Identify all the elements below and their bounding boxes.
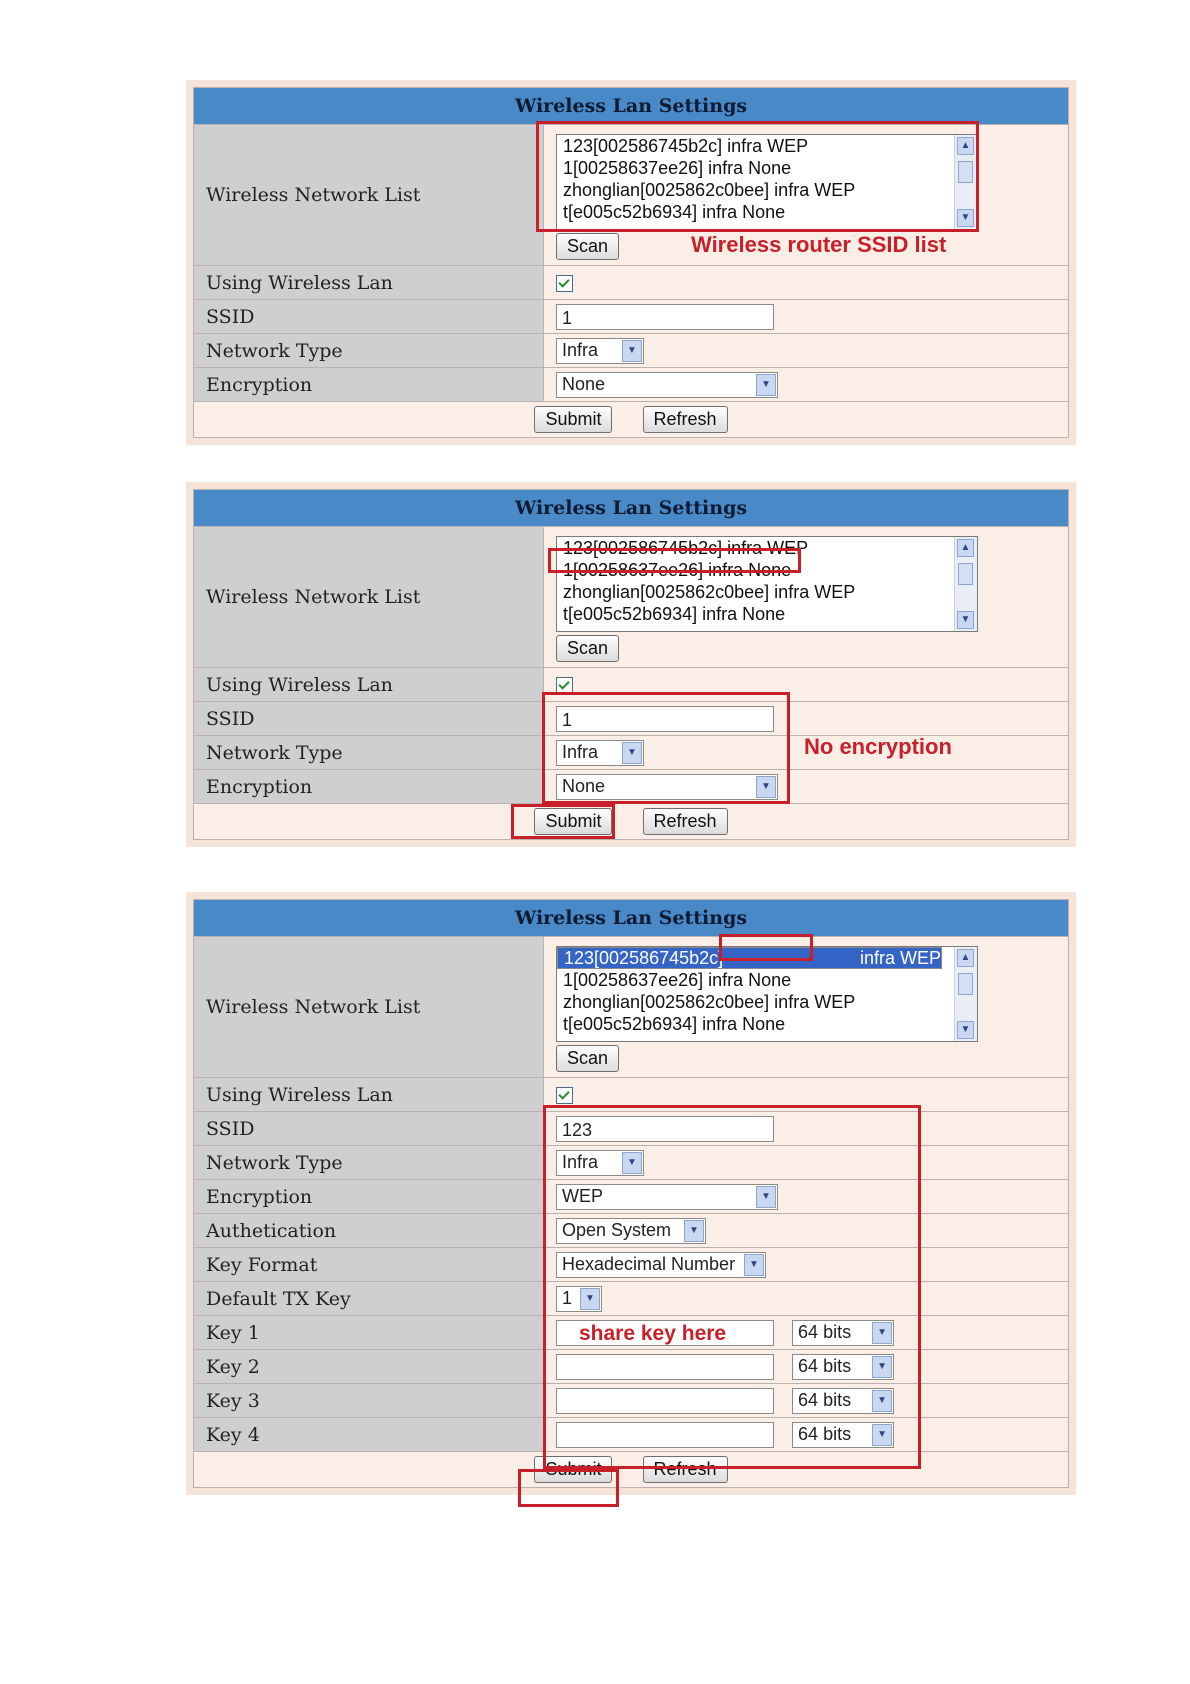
key-1-bits-select[interactable] bbox=[792, 1320, 894, 1346]
network-item[interactable]: zhonglian[0025862c0bee] infra WEP bbox=[563, 581, 856, 602]
network-type-select[interactable] bbox=[556, 1150, 644, 1176]
form-footer bbox=[194, 1452, 1069, 1488]
refresh-button[interactable]: Refresh bbox=[643, 1456, 728, 1483]
network-item[interactable]: 123[002586745b2c] infra WEP bbox=[563, 135, 809, 156]
chevron-down-icon: ▼ bbox=[756, 1186, 776, 1208]
label-key-3: Key 3 bbox=[194, 1384, 544, 1418]
encryption-value: WEP bbox=[562, 1186, 604, 1206]
label-authentication: Authetication bbox=[194, 1214, 544, 1248]
label-key-1: Key 1 bbox=[194, 1316, 544, 1350]
label-key-4: Key 4 bbox=[194, 1418, 544, 1452]
header-title: Wireless Lan Settings bbox=[194, 900, 1069, 937]
label-network-list: Wireless Network List bbox=[194, 125, 544, 266]
network-item[interactable]: zhonglian[0025862c0bee] infra WEP bbox=[563, 991, 856, 1012]
chevron-down-icon: ▼ bbox=[872, 1390, 892, 1412]
label-encryption: Encryption bbox=[194, 368, 544, 402]
scrollbar[interactable] bbox=[954, 135, 977, 229]
label-ssid: SSID bbox=[194, 702, 544, 736]
annotation-ssid-list: Wireless router SSID list bbox=[691, 232, 947, 257]
chevron-up-icon[interactable]: ▲ bbox=[957, 539, 974, 557]
refresh-button[interactable]: Refresh bbox=[643, 406, 728, 433]
form-footer bbox=[194, 402, 1069, 438]
label-ssid: SSID bbox=[194, 300, 544, 334]
network-type-select[interactable] bbox=[556, 338, 644, 364]
selected-network-mode: infra WEP bbox=[859, 947, 941, 968]
key-4-input[interactable] bbox=[556, 1422, 774, 1448]
settings-table-2 bbox=[193, 489, 1069, 840]
label-encryption: Encryption bbox=[194, 1180, 544, 1214]
label-using-wireless: Using Wireless Lan bbox=[194, 668, 544, 702]
key-bits-value: 64 bits bbox=[798, 1390, 852, 1410]
network-item[interactable]: 1[00258637ee26] infra None bbox=[563, 969, 792, 990]
label-network-type: Network Type bbox=[194, 334, 544, 368]
submit-button[interactable]: Submit bbox=[534, 808, 612, 835]
label-encryption: Encryption bbox=[194, 770, 544, 804]
label-network-type: Network Type bbox=[194, 736, 544, 770]
key-1-input[interactable]: share key here bbox=[556, 1320, 774, 1346]
network-item[interactable]: 1[00258637ee26] infra None bbox=[563, 559, 792, 580]
label-using-wireless: Using Wireless Lan bbox=[194, 266, 544, 300]
key-3-input[interactable] bbox=[556, 1388, 774, 1414]
chevron-down-icon: ▼ bbox=[872, 1322, 892, 1344]
panel-3 bbox=[186, 892, 1076, 1495]
key-3-bits-select[interactable] bbox=[792, 1388, 894, 1414]
label-default-tx-key: Default TX Key bbox=[194, 1282, 544, 1316]
using-wireless-checkbox[interactable] bbox=[556, 1087, 573, 1104]
chevron-down-icon: ▼ bbox=[622, 1152, 642, 1174]
chevron-down-icon: ▼ bbox=[756, 374, 776, 396]
chevron-down-icon[interactable]: ▼ bbox=[957, 611, 974, 629]
settings-table-1 bbox=[193, 87, 1069, 438]
chevron-down-icon: ▼ bbox=[580, 1288, 600, 1310]
ssid-input[interactable]: 1 bbox=[556, 304, 774, 330]
label-key-format: Key Format bbox=[194, 1248, 544, 1282]
label-ssid: SSID bbox=[194, 1112, 544, 1146]
scroll-thumb[interactable] bbox=[958, 563, 973, 585]
chevron-down-icon: ▼ bbox=[622, 742, 642, 764]
network-item[interactable]: zhonglian[0025862c0bee] infra WEP bbox=[563, 179, 856, 200]
ssid-input[interactable]: 123 bbox=[556, 1116, 774, 1142]
network-item[interactable]: 1[00258637ee26] infra None bbox=[563, 157, 792, 178]
scan-button[interactable]: Scan bbox=[556, 233, 619, 260]
network-type-value: Infra bbox=[562, 742, 599, 762]
scroll-thumb[interactable] bbox=[958, 161, 973, 183]
encryption-select[interactable] bbox=[556, 372, 778, 398]
key-bits-value: 64 bits bbox=[798, 1322, 852, 1342]
key-bits-value: 64 bits bbox=[798, 1356, 852, 1376]
encryption-value: None bbox=[562, 374, 606, 394]
network-type-value: Infra bbox=[562, 340, 599, 360]
chevron-down-icon[interactable]: ▼ bbox=[957, 1021, 974, 1039]
scroll-thumb[interactable] bbox=[958, 973, 973, 995]
form-footer bbox=[194, 804, 1069, 840]
key-2-bits-select[interactable] bbox=[792, 1354, 894, 1380]
key-bits-value: 64 bits bbox=[798, 1424, 852, 1444]
authentication-select[interactable] bbox=[556, 1218, 706, 1244]
chevron-up-icon[interactable]: ▲ bbox=[957, 949, 974, 967]
network-type-value: Infra bbox=[562, 1152, 599, 1172]
network-listbox[interactable] bbox=[556, 946, 978, 1042]
key-4-bits-select[interactable] bbox=[792, 1422, 894, 1448]
chevron-down-icon: ▼ bbox=[872, 1356, 892, 1378]
scrollbar[interactable] bbox=[954, 947, 977, 1041]
settings-table-3 bbox=[193, 899, 1069, 1488]
header-title: Wireless Lan Settings bbox=[194, 490, 1069, 527]
label-network-type: Network Type bbox=[194, 1146, 544, 1180]
panel-1 bbox=[186, 80, 1076, 445]
panel-2 bbox=[186, 482, 1076, 847]
encryption-select[interactable] bbox=[556, 774, 778, 800]
network-type-select[interactable] bbox=[556, 740, 644, 766]
submit-button[interactable]: Submit bbox=[534, 406, 612, 433]
header-title: Wireless Lan Settings bbox=[194, 88, 1069, 125]
network-list-cell bbox=[544, 527, 1069, 668]
network-item[interactable]: 123[002586745b2c] infra WEP bbox=[563, 537, 809, 558]
chevron-down-icon: ▼ bbox=[756, 776, 776, 798]
chevron-down-icon[interactable]: ▼ bbox=[957, 209, 974, 227]
selected-network-name: 123[002586745b2c] bbox=[564, 947, 724, 968]
label-network-list: Wireless Network List bbox=[194, 937, 544, 1078]
key-format-value: Hexadecimal Number bbox=[562, 1254, 736, 1274]
chevron-down-icon: ▼ bbox=[622, 340, 642, 362]
label-using-wireless: Using Wireless Lan bbox=[194, 1078, 544, 1112]
label-key-2: Key 2 bbox=[194, 1350, 544, 1384]
key-2-input[interactable] bbox=[556, 1354, 774, 1380]
scan-button[interactable]: Scan bbox=[556, 635, 619, 662]
default-tx-key-select[interactable] bbox=[556, 1286, 602, 1312]
encryption-select[interactable] bbox=[556, 1184, 778, 1210]
network-item-selected[interactable] bbox=[557, 947, 942, 969]
submit-button[interactable]: Submit bbox=[534, 1456, 612, 1483]
network-item[interactable]: t[e005c52b6934] infra None bbox=[563, 603, 786, 624]
chevron-down-icon: ▼ bbox=[744, 1254, 764, 1276]
default-tx-key-value: 1 bbox=[562, 1288, 573, 1308]
chevron-down-icon: ▼ bbox=[872, 1424, 892, 1446]
refresh-button[interactable]: Refresh bbox=[643, 808, 728, 835]
using-wireless-checkbox[interactable] bbox=[556, 275, 573, 292]
network-listbox[interactable] bbox=[556, 536, 978, 632]
annotation-no-encryption: No encryption bbox=[804, 734, 952, 759]
authentication-value: Open System bbox=[562, 1220, 672, 1240]
chevron-up-icon[interactable]: ▲ bbox=[957, 137, 974, 155]
network-item[interactable]: t[e005c52b6934] infra None bbox=[563, 1013, 786, 1034]
label-network-list: Wireless Network List bbox=[194, 527, 544, 668]
scan-button[interactable]: Scan bbox=[556, 1045, 619, 1072]
encryption-value: None bbox=[562, 776, 606, 796]
network-list-cell bbox=[544, 937, 1069, 1078]
key-format-select[interactable] bbox=[556, 1252, 766, 1278]
scrollbar[interactable] bbox=[954, 537, 977, 631]
network-item[interactable]: t[e005c52b6934] infra None bbox=[563, 201, 786, 222]
network-listbox[interactable] bbox=[556, 134, 978, 230]
chevron-down-icon: ▼ bbox=[684, 1220, 704, 1242]
ssid-input[interactable]: 1 bbox=[556, 706, 774, 732]
using-wireless-checkbox[interactable] bbox=[556, 677, 573, 694]
